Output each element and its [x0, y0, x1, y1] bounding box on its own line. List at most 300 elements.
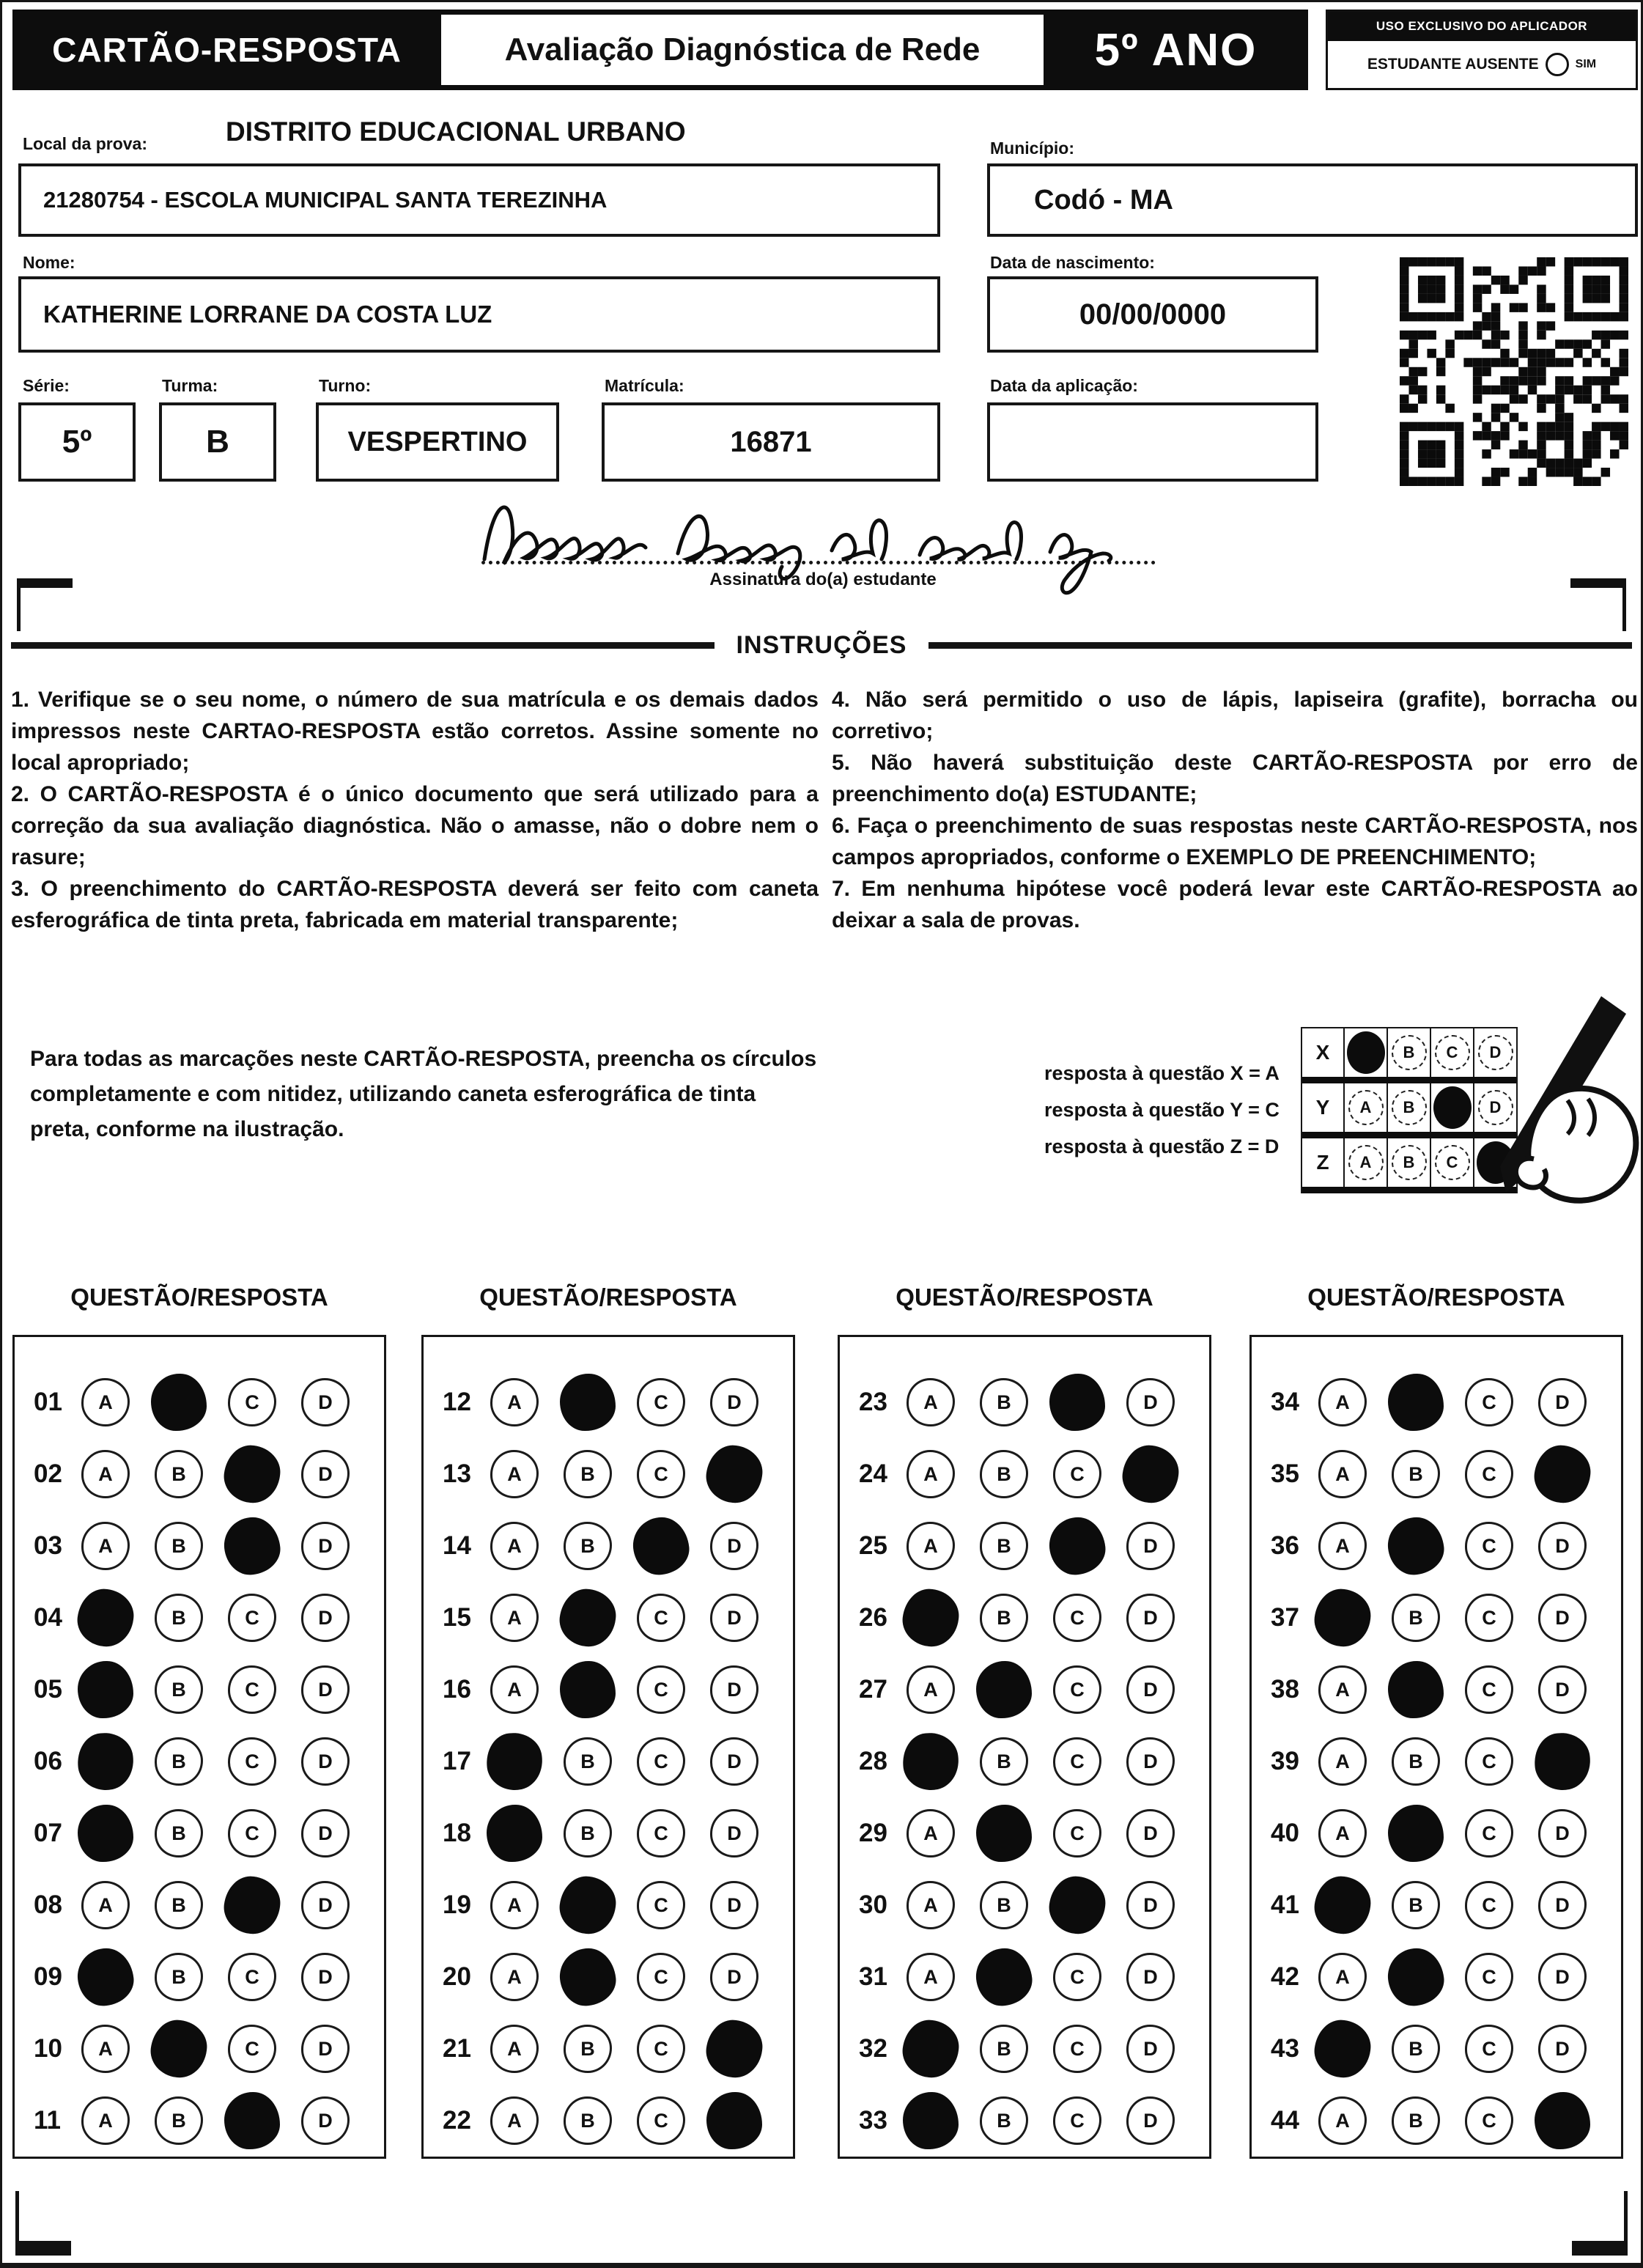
answer-row-q31	[840, 1941, 1209, 2013]
example-caption-x: resposta à questão X = A	[1044, 1062, 1280, 1084]
bubble-q18-B[interactable]: B	[564, 1809, 612, 1858]
bubble-q14-B[interactable]: B	[564, 1522, 612, 1570]
bubble-q19-A[interactable]: A	[490, 1881, 539, 1929]
question-number: 21	[443, 2034, 471, 2063]
bubble-q16-D[interactable]: D	[710, 1665, 758, 1714]
bubble-q13-D[interactable]	[704, 1443, 766, 1506]
turno-box	[316, 402, 559, 482]
question-number: 19	[443, 1890, 471, 1919]
question-number: 44	[1271, 2106, 1299, 2135]
bubble-q31-B[interactable]	[973, 1945, 1035, 2009]
nascimento-label: Data de nascimento:	[990, 253, 1155, 272]
bubble-q07-B[interactable]: B	[155, 1809, 203, 1858]
answers-header-1: QUESTÃO/RESPOSTA	[70, 1284, 328, 1311]
bubble-q35-D[interactable]	[1532, 1443, 1594, 1506]
bubble-q14-A[interactable]: A	[490, 1522, 539, 1570]
bubble-q33-A[interactable]	[903, 2092, 959, 2149]
bubble-q25-D[interactable]: D	[1126, 1522, 1175, 1570]
answer-row-q24	[840, 1438, 1209, 1510]
bubble-q12-C[interactable]: C	[637, 1378, 685, 1426]
bubble-q30-A[interactable]: A	[907, 1881, 955, 1929]
question-number: 14	[443, 1531, 471, 1560]
answer-row-q03	[15, 1510, 384, 1582]
bubble-q20-B[interactable]	[557, 1945, 619, 2009]
bubble-q20-C[interactable]: C	[637, 1953, 685, 2001]
bubble-q18-D[interactable]: D	[710, 1809, 758, 1858]
bubble-q11-A[interactable]: A	[81, 2096, 130, 2145]
bubble-q11-D[interactable]: D	[301, 2096, 350, 2145]
question-number: 30	[859, 1890, 887, 1919]
district-value: DISTRITO EDUCACIONAL URBANO	[226, 117, 686, 147]
question-number: 41	[1271, 1890, 1299, 1919]
bubble-q26-C[interactable]: C	[1053, 1594, 1101, 1642]
bubble-q19-D[interactable]: D	[710, 1881, 758, 1929]
assessment-title: Avaliação Diagnóstica de Rede	[504, 32, 981, 67]
bubble-q36-D[interactable]: D	[1538, 1522, 1587, 1570]
bubble-q33-D[interactable]: D	[1126, 2096, 1175, 2145]
bubble-q26-D[interactable]: D	[1126, 1594, 1175, 1642]
instruction-item-4: 7. Em nenhuma hipótese você poderá levar este CARTÃO-RESPOSTA ao deixar a sala de provas.	[832, 877, 1638, 932]
bubble-q32-A[interactable]	[900, 2017, 962, 2081]
bubble-q30-D[interactable]: D	[1126, 1881, 1175, 1929]
answer-row-q14	[424, 1510, 793, 1582]
answer-column-3	[838, 1335, 1211, 2159]
header-bar	[12, 10, 1308, 90]
question-number: 23	[859, 1388, 887, 1416]
bubble-q30-C[interactable]	[1046, 1874, 1109, 1937]
example-bubble-Z-A: A	[1348, 1145, 1384, 1180]
matricula-value: 16871	[730, 425, 812, 458]
sheet-title: CARTÃO-RESPOSTA	[52, 31, 402, 69]
instruction-item-3: 6. Faça o preenchimento de suas respostas neste CARTÃO-RESPOSTA, nos campos apropriados, conforme o EXEMPLO DE PREENCHIMENTO;	[832, 814, 1638, 869]
question-number: 16	[443, 1675, 471, 1704]
question-number: 15	[443, 1603, 471, 1632]
student-absent-bubble[interactable]	[1546, 53, 1569, 76]
bubble-q31-D[interactable]: D	[1126, 1953, 1175, 2001]
bubble-q43-C[interactable]: C	[1465, 2025, 1513, 2073]
corner-mark-top-left	[17, 578, 73, 631]
bubble-q37-B[interactable]: B	[1392, 1594, 1440, 1642]
answer-row-q02	[15, 1438, 384, 1510]
bubble-q41-B[interactable]: B	[1392, 1881, 1440, 1929]
serie-value: 5º	[62, 424, 92, 460]
example-bubble-X-D: D	[1478, 1035, 1513, 1070]
answer-row-q32	[840, 2013, 1209, 2085]
bubble-q25-B[interactable]: B	[980, 1522, 1028, 1570]
question-number: 34	[1271, 1388, 1299, 1416]
bubble-q01-C[interactable]: C	[228, 1378, 276, 1426]
bubble-q11-C[interactable]	[224, 2092, 280, 2149]
answer-row-q10	[15, 2013, 384, 2085]
bubble-q43-D[interactable]: D	[1538, 2025, 1587, 2073]
bubble-q06-C[interactable]: C	[228, 1737, 276, 1786]
aplicacao-label: Data da aplicação:	[990, 376, 1138, 395]
bubble-q36-C[interactable]: C	[1465, 1522, 1513, 1570]
answer-row-q06	[15, 1726, 384, 1797]
bubble-q01-B[interactable]	[151, 1374, 207, 1431]
answer-row-q28	[840, 1726, 1209, 1797]
bubble-q42-B[interactable]	[1385, 1945, 1447, 2009]
bubble-q32-B[interactable]: B	[980, 2025, 1028, 2073]
bubble-q13-A[interactable]: A	[490, 1450, 539, 1498]
bubble-q17-D[interactable]: D	[710, 1737, 758, 1786]
bubble-q23-C[interactable]	[1049, 1374, 1105, 1431]
bubble-q23-B[interactable]: B	[980, 1378, 1028, 1426]
bubble-q18-C[interactable]: C	[637, 1809, 685, 1858]
bubble-q24-C[interactable]: C	[1053, 1450, 1101, 1498]
bubble-q42-A[interactable]: A	[1318, 1953, 1367, 2001]
example-row-label: Z	[1316, 1151, 1329, 1174]
question-number: 09	[34, 1962, 62, 1991]
bubble-q24-A[interactable]: A	[907, 1450, 955, 1498]
bubble-q29-A[interactable]: A	[907, 1809, 955, 1858]
bubble-q20-D[interactable]: D	[710, 1953, 758, 2001]
bubble-q43-A[interactable]	[1312, 2017, 1374, 2081]
bubble-q37-D[interactable]: D	[1538, 1594, 1587, 1642]
bubble-q27-D[interactable]: D	[1126, 1665, 1175, 1714]
municipio-label: Município:	[990, 139, 1074, 158]
bubble-q05-A[interactable]	[78, 1661, 133, 1718]
bubble-q03-A[interactable]: A	[81, 1522, 130, 1570]
question-number: 13	[443, 1459, 471, 1488]
bubble-q22-C[interactable]: C	[637, 2096, 685, 2145]
bubble-q05-B[interactable]: B	[155, 1665, 203, 1714]
school-box	[18, 163, 940, 237]
bubble-q04-C[interactable]: C	[228, 1594, 276, 1642]
bubble-q14-C[interactable]	[630, 1514, 692, 1577]
bubble-q13-B[interactable]: B	[564, 1450, 612, 1498]
bubble-q06-B[interactable]: B	[155, 1737, 203, 1786]
question-number: 12	[443, 1388, 471, 1416]
bubble-q20-A[interactable]: A	[490, 1953, 539, 2001]
bubble-q44-B[interactable]: B	[1392, 2096, 1440, 2145]
bubble-q16-A[interactable]: A	[490, 1665, 539, 1714]
bubble-q26-A[interactable]	[900, 1586, 962, 1650]
bubble-q34-B[interactable]	[1388, 1374, 1444, 1431]
bubble-q02-A[interactable]: A	[81, 1450, 130, 1498]
bubble-q08-B[interactable]: B	[155, 1881, 203, 1929]
bubble-q10-A[interactable]: A	[81, 2025, 130, 2073]
question-number: 04	[34, 1603, 62, 1632]
bubble-q29-C[interactable]: C	[1053, 1809, 1101, 1858]
bubble-q03-B[interactable]: B	[155, 1522, 203, 1570]
bubble-q39-B[interactable]: B	[1392, 1737, 1440, 1786]
bubble-q25-A[interactable]: A	[907, 1522, 955, 1570]
bubble-q38-C[interactable]: C	[1465, 1665, 1513, 1714]
bubble-q38-A[interactable]: A	[1318, 1665, 1367, 1714]
bubble-q02-D[interactable]: D	[301, 1450, 350, 1498]
turno-label: Turno:	[319, 376, 372, 395]
bubble-q21-A[interactable]: A	[490, 2025, 539, 2073]
question-number: 18	[443, 1819, 471, 1847]
applicator-box-title: USO EXCLUSIVO DO APLICADOR	[1328, 12, 1636, 41]
answer-row-q29	[840, 1797, 1209, 1869]
bubble-q39-D[interactable]	[1532, 1730, 1593, 1793]
signature-caption: Assinatura do(a) estudante	[709, 570, 937, 589]
bubble-q40-D[interactable]: D	[1538, 1809, 1587, 1858]
bubble-q38-B[interactable]	[1388, 1661, 1444, 1718]
bubble-q41-C[interactable]: C	[1465, 1881, 1513, 1929]
instructions-rule-right	[928, 642, 1632, 649]
bubble-q41-D[interactable]: D	[1538, 1881, 1587, 1929]
instruction-item-2: 5. Não haverá substituição deste CARTÃO-RESPOSTA por erro de preenchimento do(a) ESTUDANTE;	[832, 751, 1638, 806]
bubble-q21-C[interactable]: C	[637, 2025, 685, 2073]
example-bubble-X-A	[1347, 1031, 1385, 1074]
turma-value: B	[206, 424, 229, 460]
bubble-q24-D[interactable]	[1120, 1443, 1182, 1506]
bubble-q07-D[interactable]: D	[301, 1809, 350, 1858]
serie-box	[18, 402, 136, 482]
answer-row-q20	[424, 1941, 793, 2013]
instructions-column-left	[11, 684, 819, 936]
bubble-q14-D[interactable]: D	[710, 1522, 758, 1570]
bubble-q29-D[interactable]: D	[1126, 1809, 1175, 1858]
nome-label: Nome:	[23, 253, 75, 272]
instructions-rule-left	[11, 642, 715, 649]
question-number: 08	[34, 1890, 62, 1919]
bubble-q07-A[interactable]	[78, 1805, 133, 1862]
answer-row-q19	[424, 1869, 793, 1941]
answers-header-2: QUESTÃO/RESPOSTA	[479, 1284, 737, 1311]
answer-row-q22	[424, 2085, 793, 2157]
bubble-q16-B[interactable]	[560, 1661, 616, 1718]
bubble-q34-D[interactable]: D	[1538, 1378, 1587, 1426]
instructions-column-right	[832, 684, 1638, 936]
example-bubble-X-C: C	[1435, 1035, 1470, 1070]
bubble-q15-B[interactable]	[557, 1586, 619, 1650]
bubble-q44-A[interactable]: A	[1318, 2096, 1367, 2145]
question-number: 20	[443, 1962, 471, 1991]
question-number: 02	[34, 1459, 62, 1488]
answer-row-q23	[840, 1366, 1209, 1438]
bubble-q40-B[interactable]	[1388, 1805, 1444, 1862]
corner-mark-bottom-right	[1572, 2191, 1628, 2256]
question-number: 05	[34, 1675, 62, 1704]
example-caption-y: resposta à questão Y = C	[1044, 1099, 1280, 1121]
answer-row-q12	[424, 1366, 793, 1438]
bubble-q08-C[interactable]	[221, 1874, 284, 1937]
bubble-q16-C[interactable]: C	[637, 1665, 685, 1714]
bubble-q06-A[interactable]	[75, 1730, 136, 1793]
example-bubble-Y-B: B	[1392, 1090, 1427, 1125]
bubble-q40-C[interactable]: C	[1465, 1809, 1513, 1858]
bubble-q07-C[interactable]: C	[228, 1809, 276, 1858]
bubble-q05-D[interactable]: D	[301, 1665, 350, 1714]
serie-label: Série:	[23, 376, 70, 395]
bubble-q01-A[interactable]: A	[81, 1378, 130, 1426]
bubble-q37-A[interactable]	[1312, 1586, 1374, 1650]
example-row-label: X	[1315, 1041, 1330, 1064]
bubble-q19-B[interactable]	[557, 1874, 619, 1937]
question-number: 27	[859, 1675, 887, 1704]
bubble-q22-A[interactable]: A	[490, 2096, 539, 2145]
answer-row-q25	[840, 1510, 1209, 1582]
bubble-q36-B[interactable]	[1385, 1514, 1447, 1577]
bubble-q05-C[interactable]: C	[228, 1665, 276, 1714]
bubble-q43-B[interactable]: B	[1392, 2025, 1440, 2073]
question-number: 38	[1271, 1675, 1299, 1704]
bubble-q23-A[interactable]: A	[907, 1378, 955, 1426]
answer-row-q07	[15, 1797, 384, 1869]
bubble-q09-B[interactable]: B	[155, 1953, 203, 2001]
bubble-q19-C[interactable]: C	[637, 1881, 685, 1929]
bubble-q44-D[interactable]	[1535, 2092, 1590, 2149]
matricula-label: Matrícula:	[605, 376, 684, 395]
bubble-q02-B[interactable]: B	[155, 1450, 203, 1498]
bubble-q17-A[interactable]	[484, 1730, 545, 1793]
bubble-q04-B[interactable]: B	[155, 1594, 203, 1642]
question-number: 06	[34, 1747, 62, 1775]
bubble-q17-B[interactable]: B	[564, 1737, 612, 1786]
question-number: 36	[1271, 1531, 1299, 1560]
bubble-q34-C[interactable]: C	[1465, 1378, 1513, 1426]
question-number: 22	[443, 2106, 471, 2135]
question-number: 07	[34, 1819, 62, 1847]
answer-column-2	[421, 1335, 795, 2159]
bubble-q15-D[interactable]: D	[710, 1594, 758, 1642]
bubble-q28-B[interactable]: B	[980, 1737, 1028, 1786]
answer-row-q38	[1252, 1654, 1621, 1726]
bubble-q34-A[interactable]: A	[1318, 1378, 1367, 1426]
answer-row-q41	[1252, 1869, 1621, 1941]
bubble-q03-D[interactable]: D	[301, 1522, 350, 1570]
bubble-q35-C[interactable]: C	[1465, 1450, 1513, 1498]
bubble-q13-C[interactable]: C	[637, 1450, 685, 1498]
example-row-label: Y	[1315, 1096, 1330, 1119]
answer-row-q39	[1252, 1726, 1621, 1797]
answer-column-4	[1249, 1335, 1623, 2159]
question-number: 39	[1271, 1747, 1299, 1775]
bubble-q29-B[interactable]	[976, 1805, 1032, 1862]
bubble-q35-A[interactable]: A	[1318, 1450, 1367, 1498]
answer-row-q05	[15, 1654, 384, 1726]
bubble-q38-D[interactable]: D	[1538, 1665, 1587, 1714]
answer-row-q26	[840, 1582, 1209, 1654]
bubble-q44-C[interactable]: C	[1465, 2096, 1513, 2145]
question-number: 26	[859, 1603, 887, 1632]
bubble-q09-A[interactable]	[75, 1945, 136, 2009]
bubble-q28-A[interactable]	[900, 1730, 961, 1793]
bubble-q12-A[interactable]: A	[490, 1378, 539, 1426]
bubble-q27-B[interactable]	[976, 1661, 1032, 1718]
answer-row-q13	[424, 1438, 793, 1510]
bubble-q39-C[interactable]: C	[1465, 1737, 1513, 1786]
bubble-q01-D[interactable]: D	[301, 1378, 350, 1426]
bubble-q36-A[interactable]: A	[1318, 1522, 1367, 1570]
bubble-q11-B[interactable]: B	[155, 2096, 203, 2145]
bubble-q28-C[interactable]: C	[1053, 1737, 1101, 1786]
bubble-q15-C[interactable]: C	[637, 1594, 685, 1642]
answer-row-q44	[1252, 2085, 1621, 2157]
answers-header-3: QUESTÃO/RESPOSTA	[896, 1284, 1153, 1311]
bubble-q06-D[interactable]: D	[301, 1737, 350, 1786]
bubble-q17-C[interactable]: C	[637, 1737, 685, 1786]
qr-code	[1400, 257, 1628, 486]
question-number: 40	[1271, 1819, 1299, 1847]
bubble-q15-A[interactable]: A	[490, 1594, 539, 1642]
question-number: 33	[859, 2106, 887, 2135]
bubble-q04-D[interactable]: D	[301, 1594, 350, 1642]
bubble-q27-A[interactable]: A	[907, 1665, 955, 1714]
answer-row-q11	[15, 2085, 384, 2157]
question-number: 28	[859, 1747, 887, 1775]
local-da-prova-label: Local da prova:	[23, 134, 147, 153]
assessment-title-box	[441, 15, 1044, 85]
school-value: 21280754 - ESCOLA MUNICIPAL SANTA TEREZINHA	[43, 187, 608, 213]
bubble-q12-D[interactable]: D	[710, 1378, 758, 1426]
bubble-q33-B[interactable]: B	[980, 2096, 1028, 2145]
bubble-q09-C[interactable]: C	[228, 1953, 276, 2001]
municipio-box	[987, 163, 1638, 237]
bubble-q27-C[interactable]: C	[1053, 1665, 1101, 1714]
bubble-q02-C[interactable]	[221, 1443, 284, 1506]
bubble-q03-C[interactable]	[221, 1514, 283, 1577]
answer-row-q36	[1252, 1510, 1621, 1582]
bubble-q22-D[interactable]	[706, 2092, 762, 2149]
bubble-q18-A[interactable]	[487, 1805, 542, 1862]
bubble-q42-D[interactable]: D	[1538, 1953, 1587, 2001]
bubble-q41-A[interactable]	[1312, 1874, 1374, 1937]
bubble-q12-B[interactable]	[560, 1374, 616, 1431]
answer-row-q04	[15, 1582, 384, 1654]
bubble-q32-C[interactable]: C	[1053, 2025, 1101, 2073]
question-number: 43	[1271, 2034, 1299, 2063]
bubble-q31-C[interactable]: C	[1053, 1953, 1101, 2001]
bubble-q23-D[interactable]: D	[1126, 1378, 1175, 1426]
bubble-q35-B[interactable]: B	[1392, 1450, 1440, 1498]
bubble-q08-D[interactable]: D	[301, 1881, 350, 1929]
bubble-q10-B[interactable]	[148, 2017, 210, 2081]
corner-mark-bottom-left	[15, 2191, 71, 2256]
bubble-q39-A[interactable]: A	[1318, 1737, 1367, 1786]
bubble-q42-C[interactable]: C	[1465, 1953, 1513, 2001]
corner-mark-top-right	[1570, 578, 1626, 631]
answer-row-q35	[1252, 1438, 1621, 1510]
example-bubble-X-B: B	[1392, 1035, 1427, 1070]
bubble-q24-B[interactable]: B	[980, 1450, 1028, 1498]
bubble-q31-A[interactable]: A	[907, 1953, 955, 2001]
bubble-q32-D[interactable]: D	[1126, 2025, 1175, 2073]
answer-column-1	[12, 1335, 386, 2159]
nome-box	[18, 276, 940, 353]
bubble-q26-B[interactable]: B	[980, 1594, 1028, 1642]
example-captions	[1044, 1055, 1280, 1165]
bubble-q30-B[interactable]: B	[980, 1881, 1028, 1929]
bubble-q10-D[interactable]: D	[301, 2025, 350, 2073]
bubble-q10-C[interactable]: C	[228, 2025, 276, 2073]
example-bubble-Y-D: D	[1478, 1090, 1513, 1125]
bubble-q28-D[interactable]: D	[1126, 1737, 1175, 1786]
bubble-q21-D[interactable]	[704, 2017, 766, 2081]
aplicacao-box	[987, 402, 1318, 482]
hand-with-pen-icon	[1458, 996, 1643, 1245]
answer-row-q43	[1252, 2013, 1621, 2085]
question-number: 03	[34, 1531, 62, 1560]
bubble-q21-B[interactable]: B	[564, 2025, 612, 2073]
bubble-q40-A[interactable]: A	[1318, 1809, 1367, 1858]
bubble-q22-B[interactable]: B	[564, 2096, 612, 2145]
question-number: 31	[859, 1962, 887, 1991]
bubble-q08-A[interactable]: A	[81, 1881, 130, 1929]
bubble-q04-A[interactable]	[75, 1586, 137, 1650]
bubble-q37-C[interactable]: C	[1465, 1594, 1513, 1642]
bubble-q09-D[interactable]: D	[301, 1953, 350, 2001]
question-number: 29	[859, 1819, 887, 1847]
answer-row-q08	[15, 1869, 384, 1941]
answer-row-q21	[424, 2013, 793, 2085]
bubble-q25-C[interactable]	[1046, 1514, 1108, 1577]
bubble-q33-C[interactable]: C	[1053, 2096, 1101, 2145]
